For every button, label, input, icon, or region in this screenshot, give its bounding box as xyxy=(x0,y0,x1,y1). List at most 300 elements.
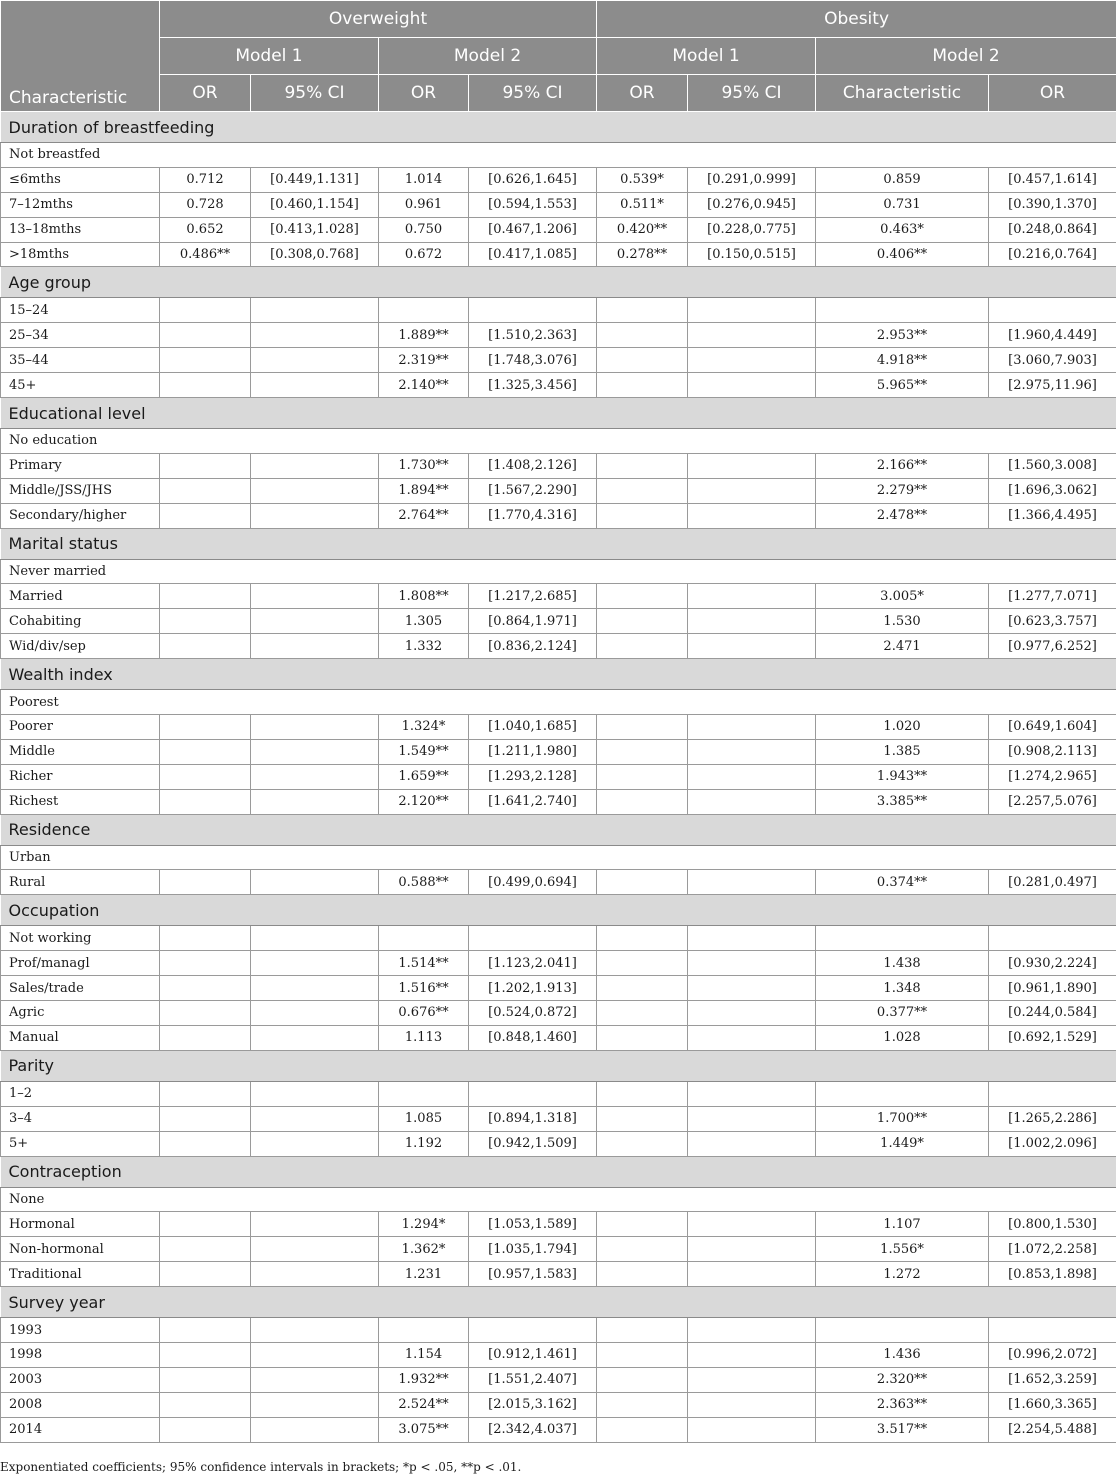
row-label: Traditional xyxy=(1,1262,160,1287)
row-label: 25–34 xyxy=(1,323,160,348)
row-label: Married xyxy=(1,584,160,609)
empty-cell xyxy=(688,1081,816,1106)
section-header-row xyxy=(1,528,1116,559)
table-row xyxy=(1,167,1116,192)
row-label: 13–18mths xyxy=(1,217,160,242)
confidence-interval-cell xyxy=(688,789,816,814)
odds-ratio-cell: 2.471 xyxy=(816,634,989,659)
reference-category-label: Never married xyxy=(1,559,1116,584)
confidence-interval-cell: [0.457,1.614] xyxy=(989,167,1116,192)
row-label: Poorer xyxy=(1,715,160,740)
odds-ratio-cell: 1.348 xyxy=(816,976,989,1001)
odds-ratio-cell: 0.420** xyxy=(597,217,688,242)
confidence-interval-cell: [1.510,2.363] xyxy=(469,323,597,348)
odds-ratio-cell: 1.014 xyxy=(379,167,469,192)
confidence-interval-cell xyxy=(688,976,816,1001)
odds-ratio-cell xyxy=(597,1025,688,1050)
confidence-interval-cell: [1.293,2.128] xyxy=(469,764,597,789)
odds-ratio-cell xyxy=(160,951,251,976)
odds-ratio-cell: 1.943** xyxy=(816,764,989,789)
row-label: Middle xyxy=(1,739,160,764)
confidence-interval-cell: [1.652,3.259] xyxy=(989,1367,1116,1392)
confidence-interval-cell: [0.228,0.775] xyxy=(688,217,816,242)
odds-ratio-cell: 1.294* xyxy=(379,1212,469,1237)
odds-ratio-cell: 0.278** xyxy=(597,242,688,267)
table-row xyxy=(1,739,1116,764)
odds-ratio-cell: 3.517** xyxy=(816,1417,989,1442)
table-row xyxy=(1,609,1116,634)
odds-ratio-cell: 1.085 xyxy=(379,1106,469,1131)
row-label: 45+ xyxy=(1,373,160,398)
odds-ratio-cell: 0.859 xyxy=(816,167,989,192)
empty-cell xyxy=(379,926,469,951)
confidence-interval-cell: [1.072,2.258] xyxy=(989,1237,1116,1262)
section-title: Educational level xyxy=(1,398,1116,429)
odds-ratio-cell xyxy=(597,1392,688,1417)
reference-category-row xyxy=(1,429,1116,454)
odds-ratio-cell xyxy=(597,1237,688,1262)
confidence-interval-cell: [1.567,2.290] xyxy=(469,478,597,503)
table-row xyxy=(1,634,1116,659)
confidence-interval-cell: [0.281,0.497] xyxy=(989,870,1116,895)
empty-cell xyxy=(379,1081,469,1106)
odds-ratio-cell xyxy=(160,1342,251,1367)
confidence-interval-cell: [1.002,2.096] xyxy=(989,1131,1116,1156)
odds-ratio-cell: 0.728 xyxy=(160,192,251,217)
confidence-interval-cell: [0.800,1.530] xyxy=(989,1212,1116,1237)
odds-ratio-cell: 0.652 xyxy=(160,217,251,242)
confidence-interval-cell xyxy=(688,1417,816,1442)
confidence-interval-cell: [0.308,0.768] xyxy=(251,242,379,267)
odds-ratio-cell: 1.438 xyxy=(816,951,989,976)
row-label: Sales/trade xyxy=(1,976,160,1001)
odds-ratio-cell: 2.953** xyxy=(816,323,989,348)
odds-ratio-cell xyxy=(597,1367,688,1392)
reference-category-label: 15–24 xyxy=(1,298,160,323)
table-row xyxy=(1,1417,1116,1442)
odds-ratio-cell: 0.672 xyxy=(379,242,469,267)
confidence-interval-cell: [0.626,1.645] xyxy=(469,167,597,192)
confidence-interval-cell xyxy=(251,348,379,373)
odds-ratio-cell: 0.961 xyxy=(379,192,469,217)
reference-category-row xyxy=(1,143,1116,168)
odds-ratio-cell xyxy=(160,348,251,373)
empty-cell xyxy=(597,1318,688,1343)
odds-ratio-cell xyxy=(597,503,688,528)
odds-ratio-cell xyxy=(160,1106,251,1131)
row-label: Richest xyxy=(1,789,160,814)
odds-ratio-cell xyxy=(160,976,251,1001)
odds-ratio-cell xyxy=(160,715,251,740)
odds-ratio-cell: 0.539* xyxy=(597,167,688,192)
empty-cell xyxy=(816,298,989,323)
empty-cell xyxy=(251,1318,379,1343)
odds-ratio-cell: 1.231 xyxy=(379,1262,469,1287)
confidence-interval-cell xyxy=(251,1106,379,1131)
empty-cell xyxy=(597,298,688,323)
reference-category-row xyxy=(1,926,1116,951)
odds-ratio-cell: 0.511* xyxy=(597,192,688,217)
reference-category-label: Not working xyxy=(1,926,160,951)
odds-ratio-cell xyxy=(597,453,688,478)
section-header-row xyxy=(1,112,1116,143)
confidence-interval-cell: [1.408,2.126] xyxy=(469,453,597,478)
table-row xyxy=(1,1025,1116,1050)
confidence-interval-cell: [0.853,1.898] xyxy=(989,1262,1116,1287)
odds-ratio-cell: 1.436 xyxy=(816,1342,989,1367)
header-column: 95% CI xyxy=(469,75,597,112)
confidence-interval-cell xyxy=(688,1106,816,1131)
section-header-row xyxy=(1,1287,1116,1318)
confidence-interval-cell: [1.040,1.685] xyxy=(469,715,597,740)
odds-ratio-cell: 0.731 xyxy=(816,192,989,217)
empty-cell xyxy=(688,926,816,951)
row-label: >18mths xyxy=(1,242,160,267)
table-row xyxy=(1,373,1116,398)
empty-cell xyxy=(160,298,251,323)
reference-category-label: Poorest xyxy=(1,690,1116,715)
empty-cell xyxy=(379,1318,469,1343)
table-row xyxy=(1,453,1116,478)
odds-ratio-cell: 1.556* xyxy=(816,1237,989,1262)
confidence-interval-cell xyxy=(688,373,816,398)
confidence-interval-cell: [0.864,1.971] xyxy=(469,609,597,634)
odds-ratio-cell: 2.320** xyxy=(816,1367,989,1392)
odds-ratio-cell: 1.362* xyxy=(379,1237,469,1262)
odds-ratio-cell: 3.385** xyxy=(816,789,989,814)
row-label: 7–12mths xyxy=(1,192,160,217)
odds-ratio-cell: 2.319** xyxy=(379,348,469,373)
empty-cell xyxy=(688,1318,816,1343)
confidence-interval-cell xyxy=(688,764,816,789)
header-model: Model 2 xyxy=(816,38,1116,75)
odds-ratio-cell: 1.530 xyxy=(816,609,989,634)
confidence-interval-cell: [1.211,1.980] xyxy=(469,739,597,764)
confidence-interval-cell xyxy=(251,503,379,528)
odds-ratio-cell xyxy=(597,739,688,764)
confidence-interval-cell: [0.961,1.890] xyxy=(989,976,1116,1001)
odds-ratio-cell: 1.020 xyxy=(816,715,989,740)
odds-ratio-cell: 1.808** xyxy=(379,584,469,609)
odds-ratio-cell: 1.932** xyxy=(379,1367,469,1392)
confidence-interval-cell: [0.390,1.370] xyxy=(989,192,1116,217)
odds-ratio-cell xyxy=(597,1001,688,1026)
odds-ratio-cell: 0.712 xyxy=(160,167,251,192)
confidence-interval-cell: [0.150,0.515] xyxy=(688,242,816,267)
table-row xyxy=(1,1262,1116,1287)
confidence-interval-cell xyxy=(251,478,379,503)
confidence-interval-cell xyxy=(251,1237,379,1262)
odds-ratio-cell xyxy=(597,1342,688,1367)
odds-ratio-cell xyxy=(597,1417,688,1442)
table-row xyxy=(1,1131,1116,1156)
odds-ratio-cell: 0.750 xyxy=(379,217,469,242)
odds-ratio-cell xyxy=(160,1417,251,1442)
odds-ratio-cell xyxy=(597,715,688,740)
empty-cell xyxy=(597,926,688,951)
table-row xyxy=(1,1106,1116,1131)
empty-cell xyxy=(816,926,989,951)
table-row xyxy=(1,1001,1116,1026)
odds-ratio-cell: 3.075** xyxy=(379,1417,469,1442)
odds-ratio-cell: 3.005* xyxy=(816,584,989,609)
reference-category-row xyxy=(1,1081,1116,1106)
row-label: Richer xyxy=(1,764,160,789)
odds-ratio-cell xyxy=(160,584,251,609)
odds-ratio-cell: 2.764** xyxy=(379,503,469,528)
reference-category-label: No education xyxy=(1,429,1116,454)
confidence-interval-cell: [0.499,0.694] xyxy=(469,870,597,895)
section-title: Wealth index xyxy=(1,659,1116,690)
confidence-interval-cell xyxy=(688,1025,816,1050)
odds-ratio-cell: 1.028 xyxy=(816,1025,989,1050)
confidence-interval-cell xyxy=(688,584,816,609)
empty-cell xyxy=(251,298,379,323)
confidence-interval-cell xyxy=(251,1212,379,1237)
odds-ratio-cell: 2.363** xyxy=(816,1392,989,1417)
confidence-interval-cell: [2.975,11.96] xyxy=(989,373,1116,398)
odds-ratio-cell: 2.140** xyxy=(379,373,469,398)
odds-ratio-cell xyxy=(597,609,688,634)
reference-category-row xyxy=(1,559,1116,584)
row-label: Wid/div/sep xyxy=(1,634,160,659)
odds-ratio-cell: 1.730** xyxy=(379,453,469,478)
row-label: 3–4 xyxy=(1,1106,160,1131)
confidence-interval-cell: [0.417,1.085] xyxy=(469,242,597,267)
confidence-interval-cell xyxy=(251,1001,379,1026)
section-title: Residence xyxy=(1,814,1116,845)
odds-ratio-cell: 1.192 xyxy=(379,1131,469,1156)
confidence-interval-cell: [1.696,3.062] xyxy=(989,478,1116,503)
table-row xyxy=(1,503,1116,528)
section-title: Contraception xyxy=(1,1156,1116,1187)
odds-ratio-cell xyxy=(597,1212,688,1237)
empty-cell xyxy=(989,1081,1116,1106)
confidence-interval-cell: [0.460,1.154] xyxy=(251,192,379,217)
empty-cell xyxy=(688,298,816,323)
reference-category-row xyxy=(1,1187,1116,1212)
odds-ratio-cell: 2.279** xyxy=(816,478,989,503)
odds-ratio-cell xyxy=(597,789,688,814)
table-footnote: Exponentiated coefficients; 95% confidence intervals in brackets; *p < .05, **p < .01. xyxy=(0,1460,522,1474)
table-header xyxy=(1,1,1116,112)
header-model: Model 1 xyxy=(597,38,816,75)
confidence-interval-cell xyxy=(688,609,816,634)
confidence-interval-cell xyxy=(251,715,379,740)
odds-ratio-cell: 1.889** xyxy=(379,323,469,348)
odds-ratio-cell: 1.272 xyxy=(816,1262,989,1287)
odds-ratio-cell xyxy=(160,870,251,895)
confidence-interval-cell: [0.836,2.124] xyxy=(469,634,597,659)
empty-cell xyxy=(379,298,469,323)
table-row xyxy=(1,951,1116,976)
reference-category-label: 1993 xyxy=(1,1318,160,1343)
odds-ratio-cell: 1.449* xyxy=(816,1131,989,1156)
confidence-interval-cell xyxy=(251,951,379,976)
odds-ratio-cell: 5.965** xyxy=(816,373,989,398)
reference-category-row xyxy=(1,690,1116,715)
odds-ratio-cell: 0.588** xyxy=(379,870,469,895)
table-row xyxy=(1,789,1116,814)
confidence-interval-cell: [1.035,1.794] xyxy=(469,1237,597,1262)
confidence-interval-cell xyxy=(688,1262,816,1287)
odds-ratio-cell xyxy=(160,1001,251,1026)
odds-ratio-cell xyxy=(160,323,251,348)
table-row xyxy=(1,242,1116,267)
odds-ratio-cell: 0.676** xyxy=(379,1001,469,1026)
odds-ratio-cell: 1.113 xyxy=(379,1025,469,1050)
odds-ratio-cell xyxy=(597,1106,688,1131)
section-title: Occupation xyxy=(1,895,1116,926)
confidence-interval-cell xyxy=(688,348,816,373)
empty-cell xyxy=(989,1318,1116,1343)
confidence-interval-cell xyxy=(688,1131,816,1156)
table-row xyxy=(1,764,1116,789)
confidence-interval-cell xyxy=(251,764,379,789)
confidence-interval-cell: [0.848,1.460] xyxy=(469,1025,597,1050)
odds-ratio-cell xyxy=(160,1262,251,1287)
table-row xyxy=(1,478,1116,503)
confidence-interval-cell: [0.977,6.252] xyxy=(989,634,1116,659)
reference-category-row xyxy=(1,1318,1116,1343)
row-label: Cohabiting xyxy=(1,609,160,634)
odds-ratio-cell xyxy=(160,739,251,764)
empty-cell xyxy=(989,298,1116,323)
header-model: Model 1 xyxy=(160,38,379,75)
confidence-interval-cell xyxy=(688,478,816,503)
empty-cell xyxy=(469,1318,597,1343)
odds-ratio-cell xyxy=(160,373,251,398)
confidence-interval-cell xyxy=(251,1131,379,1156)
row-label: 2008 xyxy=(1,1392,160,1417)
odds-ratio-cell xyxy=(597,634,688,659)
table-row xyxy=(1,323,1116,348)
section-header-row xyxy=(1,895,1116,926)
confidence-interval-cell: [0.908,2.113] xyxy=(989,739,1116,764)
odds-ratio-cell: 0.406** xyxy=(816,242,989,267)
confidence-interval-cell: [0.413,1.028] xyxy=(251,217,379,242)
confidence-interval-cell xyxy=(251,976,379,1001)
empty-cell xyxy=(816,1081,989,1106)
confidence-interval-cell: [1.660,3.365] xyxy=(989,1392,1116,1417)
row-label: 5+ xyxy=(1,1131,160,1156)
odds-ratio-cell xyxy=(597,323,688,348)
confidence-interval-cell xyxy=(251,584,379,609)
confidence-interval-cell: [0.942,1.509] xyxy=(469,1131,597,1156)
empty-cell xyxy=(469,1081,597,1106)
confidence-interval-cell: [0.244,0.584] xyxy=(989,1001,1116,1026)
confidence-interval-cell xyxy=(251,739,379,764)
confidence-interval-cell xyxy=(688,951,816,976)
empty-cell xyxy=(251,1081,379,1106)
odds-ratio-cell: 1.659** xyxy=(379,764,469,789)
odds-ratio-cell: 1.107 xyxy=(816,1212,989,1237)
table-row xyxy=(1,715,1116,740)
table-row xyxy=(1,1392,1116,1417)
header-column: 95% CI xyxy=(688,75,816,112)
section-header-row xyxy=(1,267,1116,298)
reference-category-label: Urban xyxy=(1,845,1116,870)
confidence-interval-cell: [1.770,4.316] xyxy=(469,503,597,528)
odds-ratio-cell xyxy=(160,503,251,528)
odds-ratio-cell: 1.514** xyxy=(379,951,469,976)
confidence-interval-cell xyxy=(251,1262,379,1287)
reference-category-row xyxy=(1,298,1116,323)
odds-ratio-cell xyxy=(160,609,251,634)
confidence-interval-cell: [0.996,2.072] xyxy=(989,1342,1116,1367)
table-row xyxy=(1,1342,1116,1367)
confidence-interval-cell xyxy=(688,453,816,478)
odds-ratio-cell xyxy=(160,1025,251,1050)
odds-ratio-cell: 1.894** xyxy=(379,478,469,503)
table-row xyxy=(1,348,1116,373)
table-row xyxy=(1,976,1116,1001)
odds-ratio-cell xyxy=(160,1131,251,1156)
empty-cell xyxy=(469,926,597,951)
confidence-interval-cell: [1.123,2.041] xyxy=(469,951,597,976)
confidence-interval-cell xyxy=(251,1392,379,1417)
confidence-interval-cell: [1.325,3.456] xyxy=(469,373,597,398)
confidence-interval-cell xyxy=(251,870,379,895)
odds-ratio-cell xyxy=(160,1367,251,1392)
confidence-interval-cell: [0.912,1.461] xyxy=(469,1342,597,1367)
section-title: Parity xyxy=(1,1050,1116,1081)
confidence-interval-cell xyxy=(688,503,816,528)
confidence-interval-cell: [0.276,0.945] xyxy=(688,192,816,217)
row-label: Middle/JSS/JHS xyxy=(1,478,160,503)
section-header-row xyxy=(1,1050,1116,1081)
header-column: OR xyxy=(597,75,688,112)
confidence-interval-cell: [1.053,1.589] xyxy=(469,1212,597,1237)
confidence-interval-cell: [1.265,2.286] xyxy=(989,1106,1116,1131)
row-label: Secondary/higher xyxy=(1,503,160,528)
section-header-row xyxy=(1,398,1116,429)
header-column: OR xyxy=(989,75,1116,112)
section-title: Survey year xyxy=(1,1287,1116,1318)
row-label: Manual xyxy=(1,1025,160,1050)
row-label: Primary xyxy=(1,453,160,478)
confidence-interval-cell: [1.217,2.685] xyxy=(469,584,597,609)
row-label: 2003 xyxy=(1,1367,160,1392)
confidence-interval-cell xyxy=(251,373,379,398)
header-overweight: Overweight xyxy=(160,1,597,38)
header-column: Characteristic xyxy=(816,75,989,112)
odds-ratio-cell xyxy=(160,764,251,789)
header-characteristic: Characteristic xyxy=(1,1,160,112)
odds-ratio-cell: 2.166** xyxy=(816,453,989,478)
confidence-interval-cell: [1.560,3.008] xyxy=(989,453,1116,478)
confidence-interval-cell xyxy=(688,1237,816,1262)
confidence-interval-cell xyxy=(688,1342,816,1367)
odds-ratio-cell: 1.305 xyxy=(379,609,469,634)
odds-ratio-cell xyxy=(160,789,251,814)
odds-ratio-cell xyxy=(160,1392,251,1417)
odds-ratio-cell: 1.549** xyxy=(379,739,469,764)
section-title: Duration of breastfeeding xyxy=(1,112,1116,143)
table-row xyxy=(1,1237,1116,1262)
confidence-interval-cell xyxy=(251,609,379,634)
table-row xyxy=(1,192,1116,217)
confidence-interval-cell: [1.274,2.965] xyxy=(989,764,1116,789)
reference-category-label: Not breastfed xyxy=(1,143,1116,168)
row-label: Non-hormonal xyxy=(1,1237,160,1262)
reference-category-row xyxy=(1,845,1116,870)
table-row xyxy=(1,584,1116,609)
empty-cell xyxy=(160,1081,251,1106)
confidence-interval-cell: [0.216,0.764] xyxy=(989,242,1116,267)
confidence-interval-cell xyxy=(688,715,816,740)
table-row xyxy=(1,1367,1116,1392)
